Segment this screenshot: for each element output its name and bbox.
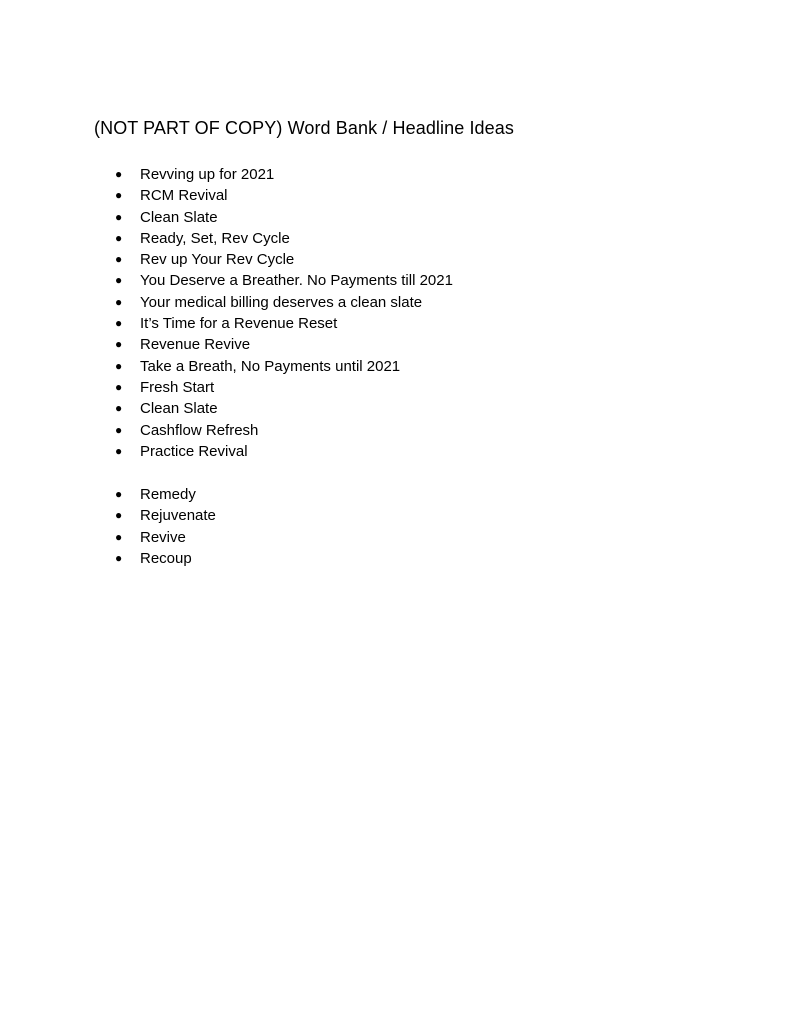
bullet-icon: ● [115, 230, 123, 245]
bullet-icon: ● [115, 209, 123, 224]
list-item-text: Fresh Start [140, 378, 215, 396]
list-item-text: Cashflow Refresh [140, 421, 259, 439]
bullet-icon: ● [115, 401, 123, 416]
bullet-icon: ● [115, 316, 123, 331]
bullet-icon: ● [115, 529, 123, 544]
bullet-icon: ● [115, 252, 123, 267]
bullet-icon: ● [115, 508, 123, 523]
bullet-icon: ● [115, 422, 123, 437]
list-item-text: Clean Slate [140, 208, 218, 226]
bullet-icon: ● [115, 273, 123, 288]
bullet-icon: ● [115, 188, 123, 203]
bullet-icon: ● [115, 358, 123, 373]
list-item-text: Clean Slate [140, 400, 218, 418]
list-item-text: RCM Revival [140, 187, 228, 205]
list-item-text: Revive [140, 528, 186, 546]
list-item-text: Take a Breath, No Payments until 2021 [140, 357, 401, 375]
list-item-text: Recoup [140, 549, 192, 567]
list-item-text: Ready, Set, Rev Cycle [140, 229, 290, 247]
bullet-icon: ● [115, 379, 123, 394]
bullet-icon: ● [115, 337, 123, 352]
list-item-text: Remedy [140, 486, 196, 503]
list-item-text: Rejuvenate [140, 507, 216, 525]
list-item-text: Practice Revival [140, 442, 248, 460]
list-item-text: Revenue Revive [140, 336, 251, 354]
bullet-icon: ● [115, 487, 123, 501]
list-item-text: Your medical billing deserves a clean slate [140, 293, 423, 311]
list-item-text: It’s Time for a Revenue Reset [140, 315, 338, 333]
page-title: (NOT PART OF COPY) Word Bank / Headline Ideas [94, 118, 514, 138]
list-item-text: Revving up for 2021 [140, 166, 275, 183]
bullet-icon: ● [115, 294, 123, 309]
list-item-text: You Deserve a Breather. No Payments till 2021 [140, 272, 453, 290]
bullet-icon: ● [115, 550, 123, 565]
bullet-icon: ● [115, 443, 123, 458]
bullet-icon: ● [115, 167, 123, 181]
list-item-text: Rev up Your Rev Cycle [140, 251, 295, 269]
